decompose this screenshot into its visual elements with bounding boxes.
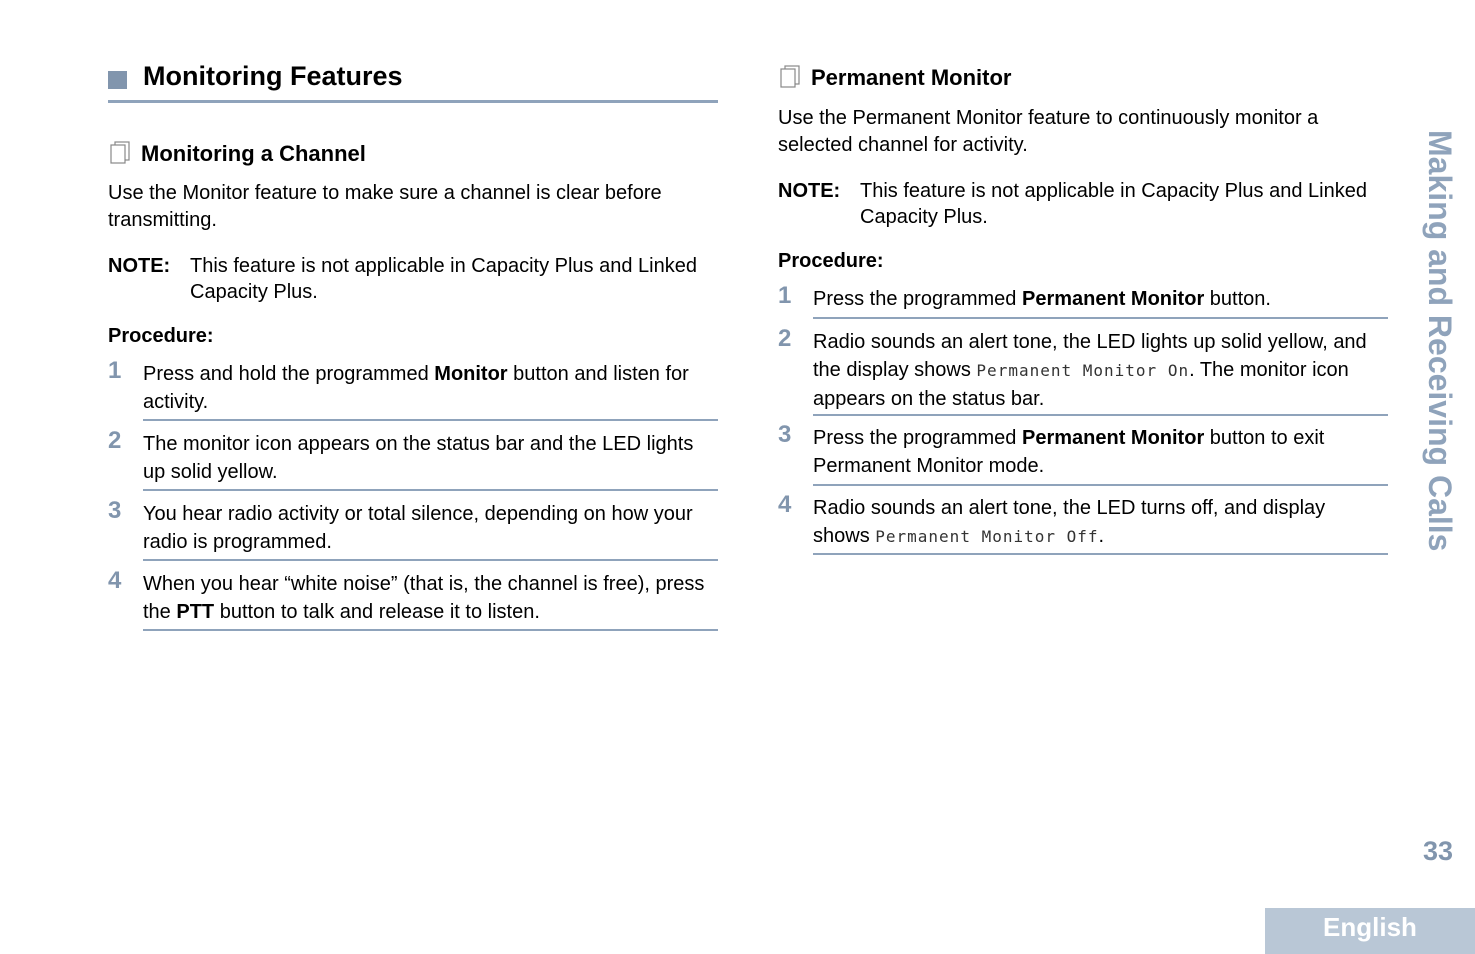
step-divider bbox=[143, 419, 718, 421]
note-text: This feature is not applicable in Capacity Plus and Linked Capacity Plus. bbox=[190, 255, 697, 303]
intro-paragraph: Use the Permanent Monitor feature to continuously monitor a selected channel for activity. bbox=[778, 107, 1319, 156]
step-number: 1 bbox=[108, 357, 122, 384]
section-title: Monitoring Features bbox=[143, 61, 403, 91]
page-number: 33 bbox=[1422, 836, 1454, 866]
step-divider bbox=[143, 629, 718, 631]
language-tab: English bbox=[1265, 908, 1475, 954]
step-text: Press the programmed Permanent Monitor button to exit Permanent Monitor mode. bbox=[813, 427, 1325, 477]
note-text: This feature is not applicable in Capacity Plus and Linked Capacity Plus. bbox=[860, 180, 1367, 228]
step-divider bbox=[143, 489, 718, 491]
step-number: 4 bbox=[778, 491, 792, 518]
note-label: NOTE: bbox=[108, 255, 171, 277]
step-number: 4 bbox=[108, 567, 122, 594]
step-divider bbox=[813, 414, 1388, 416]
document-icon bbox=[109, 141, 131, 165]
step-text: You hear radio activity or total silence, depending on how your radio is programmed. bbox=[143, 503, 693, 553]
step-text: Press and hold the programmed Monitor button and listen for activity. bbox=[143, 363, 689, 413]
heading-rule bbox=[108, 100, 718, 103]
step-divider bbox=[813, 553, 1388, 555]
step-number: 3 bbox=[778, 421, 792, 448]
subsection-title: Monitoring a Channel bbox=[141, 141, 366, 166]
heading-square-icon bbox=[108, 71, 127, 89]
step-number: 2 bbox=[108, 427, 122, 454]
intro-paragraph: Use the Monitor feature to make sure a channel is clear before transmitting. bbox=[108, 182, 662, 231]
subsection-title: Permanent Monitor bbox=[811, 65, 1012, 90]
step-text: Radio sounds an alert tone, the LED turns off, and display shows Permanent Monitor Off. bbox=[813, 497, 1326, 547]
section-heading bbox=[108, 60, 718, 104]
step-number: 1 bbox=[778, 282, 792, 309]
step-text: The monitor icon appears on the status bar and the LED lights up solid yellow. bbox=[143, 433, 694, 483]
document-icon bbox=[779, 65, 801, 89]
procedure-label: Procedure: bbox=[108, 325, 214, 347]
procedure-label: Procedure: bbox=[778, 250, 884, 272]
step-number: 3 bbox=[108, 497, 122, 524]
chapter-title: Making and Receiving Calls bbox=[1422, 130, 1458, 552]
step-text: Radio sounds an alert tone, the LED lights up solid yellow, and the display shows Permanent Monitor On. The monitor icon appears on the status bar. bbox=[813, 331, 1367, 410]
step-text: When you hear “white noise” (that is, the channel is free), press the PTT button to talk and release it to listen. bbox=[143, 573, 705, 623]
step-text: Press the programmed Permanent Monitor button. bbox=[813, 288, 1271, 310]
step-divider bbox=[813, 317, 1388, 319]
step-divider bbox=[813, 484, 1388, 486]
step-number: 2 bbox=[778, 325, 792, 352]
note-label: NOTE: bbox=[778, 180, 841, 202]
step-divider bbox=[143, 559, 718, 561]
display-text: Permanent Monitor Off bbox=[875, 527, 1099, 546]
display-text: Permanent Monitor On bbox=[976, 361, 1190, 380]
